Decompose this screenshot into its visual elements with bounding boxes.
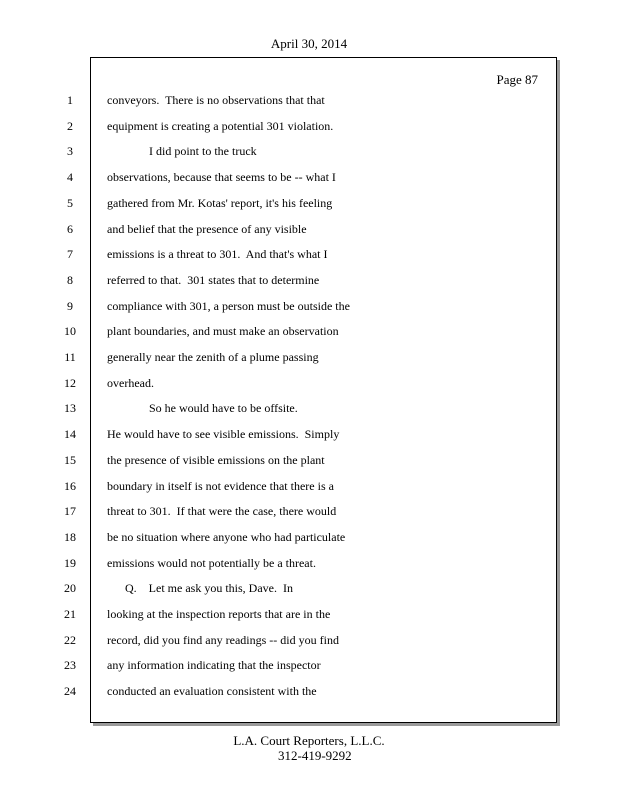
transcript-line: I did point to the truck bbox=[107, 144, 257, 158]
transcript-line: and belief that the presence of any visible bbox=[107, 222, 307, 236]
transcript-line: the presence of visible emissions on the plant bbox=[107, 453, 325, 467]
header-date: April 30, 2014 bbox=[270, 36, 348, 51]
line-number: 8 bbox=[67, 273, 73, 287]
line-number: 14 bbox=[64, 427, 76, 441]
transcript-line: looking at the inspection reports that are in the bbox=[107, 607, 331, 621]
line-number: 2 bbox=[67, 119, 73, 133]
transcript-line: conveyors. There is no observations that that bbox=[107, 93, 325, 107]
line-number: 3 bbox=[67, 144, 73, 158]
line-number: 5 bbox=[67, 196, 73, 210]
transcript-line: plant boundaries, and must make an observation bbox=[107, 324, 339, 338]
line-number: 20 bbox=[64, 581, 76, 595]
line-number: 16 bbox=[64, 479, 76, 493]
transcript-line: emissions would not potentially be a threat. bbox=[107, 556, 316, 570]
line-number: 17 bbox=[64, 504, 76, 518]
transcript-line: He would have to see visible emissions. Simply bbox=[107, 427, 340, 441]
line-number: 21 bbox=[64, 607, 76, 621]
line-number: 23 bbox=[64, 658, 76, 672]
line-number: 18 bbox=[64, 530, 76, 544]
transcript-line: gathered from Mr. Kotas' report, it's his feeling bbox=[107, 196, 333, 210]
transcript-line: equipment is creating a potential 301 violation. bbox=[107, 119, 334, 133]
transcript-line: any information indicating that the inspector bbox=[107, 658, 321, 672]
line-number: 11 bbox=[64, 350, 76, 364]
line-number: 15 bbox=[64, 453, 76, 467]
line-number: 9 bbox=[67, 299, 73, 313]
transcript-line: conducted an evaluation consistent with the bbox=[107, 684, 317, 698]
transcript-line: boundary in itself is not evidence that there is a bbox=[107, 479, 334, 493]
line-number: 24 bbox=[64, 684, 76, 698]
transcript-line: be no situation where anyone who had particulate bbox=[107, 530, 346, 544]
line-number: 12 bbox=[64, 376, 76, 390]
transcript-line: emissions is a threat to 301. And that's what I bbox=[107, 247, 328, 261]
transcript-line: observations, because that seems to be -- what I bbox=[107, 170, 336, 184]
line-number: 10 bbox=[64, 324, 76, 338]
transcript-line: compliance with 301, a person must be outside the bbox=[107, 299, 350, 313]
transcript-line: So he would have to be offsite. bbox=[107, 401, 298, 415]
line-number: 4 bbox=[67, 170, 73, 184]
line-number: 22 bbox=[64, 633, 76, 647]
transcript-line: overhead. bbox=[107, 376, 154, 390]
transcript-line: threat to 301. If that were the case, there would bbox=[107, 504, 337, 518]
line-number: 1 bbox=[67, 93, 73, 107]
line-number: 6 bbox=[67, 222, 73, 236]
transcript-line: record, did you find any readings -- did you find bbox=[107, 633, 339, 647]
transcript-line: referred to that. 301 states that to determine bbox=[107, 273, 320, 287]
transcript-line: generally near the zenith of a plume passing bbox=[107, 350, 319, 364]
page-number: Page 87 bbox=[496, 72, 538, 87]
line-number: 19 bbox=[64, 556, 76, 570]
line-number: 7 bbox=[67, 247, 73, 261]
footer-phone: 312-419-9292 bbox=[278, 748, 352, 763]
footer-company: L.A. Court Reporters, L.L.C. bbox=[233, 733, 385, 748]
line-number: 13 bbox=[64, 401, 76, 415]
transcript-line: Q. Let me ask you this, Dave. In bbox=[107, 581, 293, 595]
